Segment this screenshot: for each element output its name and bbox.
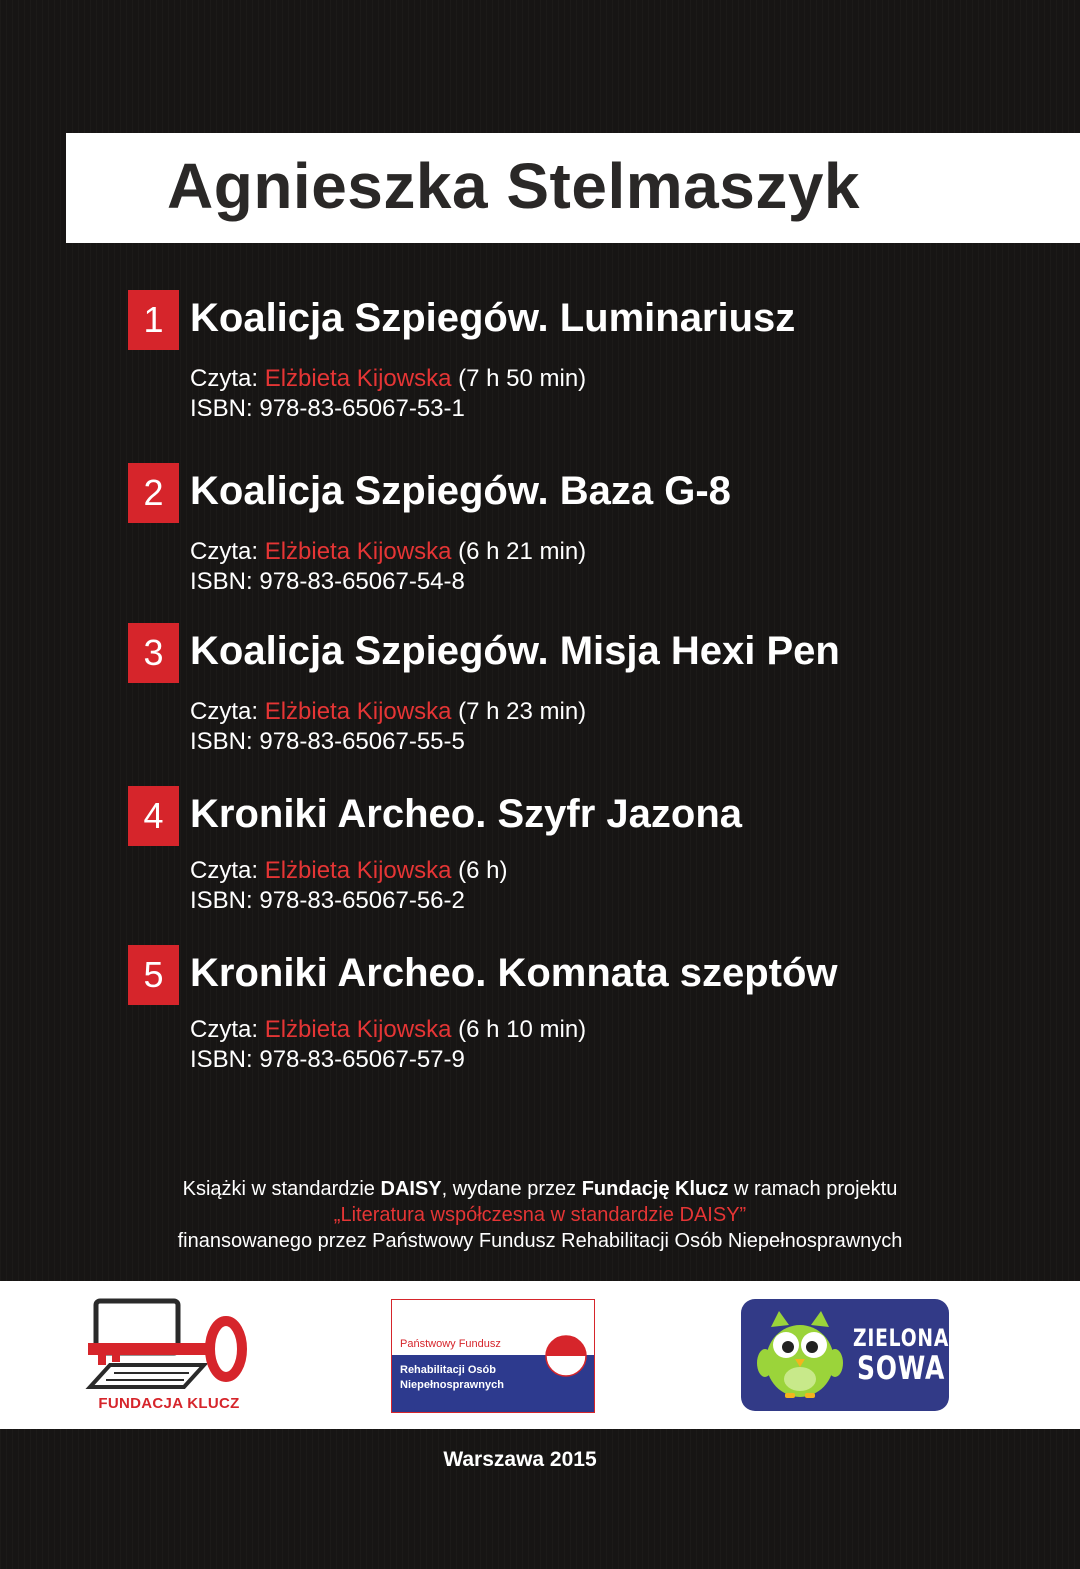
pfron-top-text: Państwowy Fundusz	[400, 1338, 501, 1350]
isbn-value: 978-83-65067-53-1	[259, 395, 465, 422]
isbn-line	[190, 1045, 586, 1075]
author-name: Agnieszka Stelmaszyk	[167, 150, 860, 222]
place-year: Warszawa 2015	[443, 1448, 597, 1471]
reader-name: Elżbieta Kijowska	[264, 1016, 452, 1043]
isbn-label: ISBN:	[190, 887, 253, 914]
funding-line-3: finansowanego przez Państwowy Fundusz Rehabilitacji Osób Niepełnosprawnych	[177, 1230, 903, 1252]
reader-label: Czyta:	[190, 365, 259, 392]
duration: (7 h 23 min)	[458, 698, 587, 725]
pfron-line: Niepełnosprawnych	[400, 1379, 504, 1391]
funding-daisy: DAISY	[380, 1178, 442, 1200]
isbn-label: ISBN:	[190, 568, 253, 595]
funding-text: , wydane przez	[441, 1178, 582, 1200]
isbn-value: 978-83-65067-56-2	[259, 887, 465, 914]
pfron-bottom-text	[400, 1363, 504, 1393]
reader-name: Elżbieta Kijowska	[264, 538, 452, 565]
duration: (7 h 50 min)	[458, 365, 587, 392]
duration: (6 h)	[458, 857, 508, 884]
book-title: Kroniki Archeo. Komnata szeptów	[190, 951, 838, 995]
book-number: 2	[128, 463, 179, 523]
reader-label: Czyta:	[190, 857, 259, 884]
book-number: 5	[128, 945, 179, 1005]
isbn-value: 978-83-65067-57-9	[259, 1046, 465, 1073]
zielona-sowa-logo	[741, 1299, 949, 1411]
reader-label: Czyta:	[190, 698, 259, 725]
reader-line	[190, 1015, 586, 1045]
book-title: Koalicja Szpiegów. Luminariusz	[190, 296, 796, 340]
book-meta	[190, 364, 586, 424]
funding-publisher: Fundację Klucz	[581, 1178, 729, 1200]
sowa-line-1: ZIELONA	[853, 1324, 950, 1352]
reader-line	[190, 697, 586, 727]
owl-icon	[757, 1309, 843, 1401]
reader-name: Elżbieta Kijowska	[264, 698, 452, 725]
funding-note	[0, 1176, 1080, 1254]
book-meta	[190, 1015, 586, 1075]
pfron-logo	[391, 1299, 595, 1413]
reader-name: Elżbieta Kijowska	[264, 365, 452, 392]
isbn-line	[190, 567, 586, 597]
pfron-line: Rehabilitacji Osób	[400, 1364, 496, 1376]
isbn-label: ISBN:	[190, 1046, 253, 1073]
isbn-line	[190, 394, 586, 424]
project-name: „Literatura współczesna w standardzie DAISY”	[333, 1204, 747, 1226]
book-meta	[190, 537, 586, 597]
book-number: 4	[128, 786, 179, 846]
reader-line	[190, 537, 586, 567]
reader-label: Czyta:	[190, 1016, 259, 1043]
duration: (6 h 21 min)	[458, 538, 587, 565]
sowa-line-2: SOWA	[857, 1349, 946, 1387]
pfron-circle-icon	[544, 1334, 588, 1378]
isbn-line	[190, 727, 586, 757]
funding-text: w ramach projektu	[728, 1178, 898, 1200]
book-number: 1	[128, 290, 179, 350]
book-title: Koalicja Szpiegów. Misja Hexi Pen	[190, 629, 840, 673]
sowa-wordmark	[853, 1323, 950, 1387]
funding-line-1	[0, 1176, 1080, 1202]
logos-band	[0, 1281, 1080, 1429]
book-meta	[190, 697, 586, 757]
isbn-line	[190, 886, 507, 916]
fundacja-klucz-logo	[84, 1295, 254, 1415]
reader-line	[190, 856, 507, 886]
book-title: Kroniki Archeo. Szyfr Jazona	[190, 792, 742, 836]
reader-label: Czyta:	[190, 538, 259, 565]
klucz-label: FUNDACJA KLUCZ	[98, 1395, 240, 1412]
duration: (6 h 10 min)	[458, 1016, 587, 1043]
isbn-value: 978-83-65067-54-8	[259, 568, 465, 595]
laptop-key-icon	[84, 1295, 254, 1395]
book-meta	[190, 856, 507, 916]
funding-text: Książki w standardzie	[182, 1178, 381, 1200]
isbn-value: 978-83-65067-55-5	[259, 728, 465, 755]
book-number: 3	[128, 623, 179, 683]
reader-line	[190, 364, 586, 394]
book-title: Koalicja Szpiegów. Baza G-8	[190, 469, 731, 513]
reader-name: Elżbieta Kijowska	[264, 857, 452, 884]
isbn-label: ISBN:	[190, 395, 253, 422]
isbn-label: ISBN:	[190, 728, 253, 755]
